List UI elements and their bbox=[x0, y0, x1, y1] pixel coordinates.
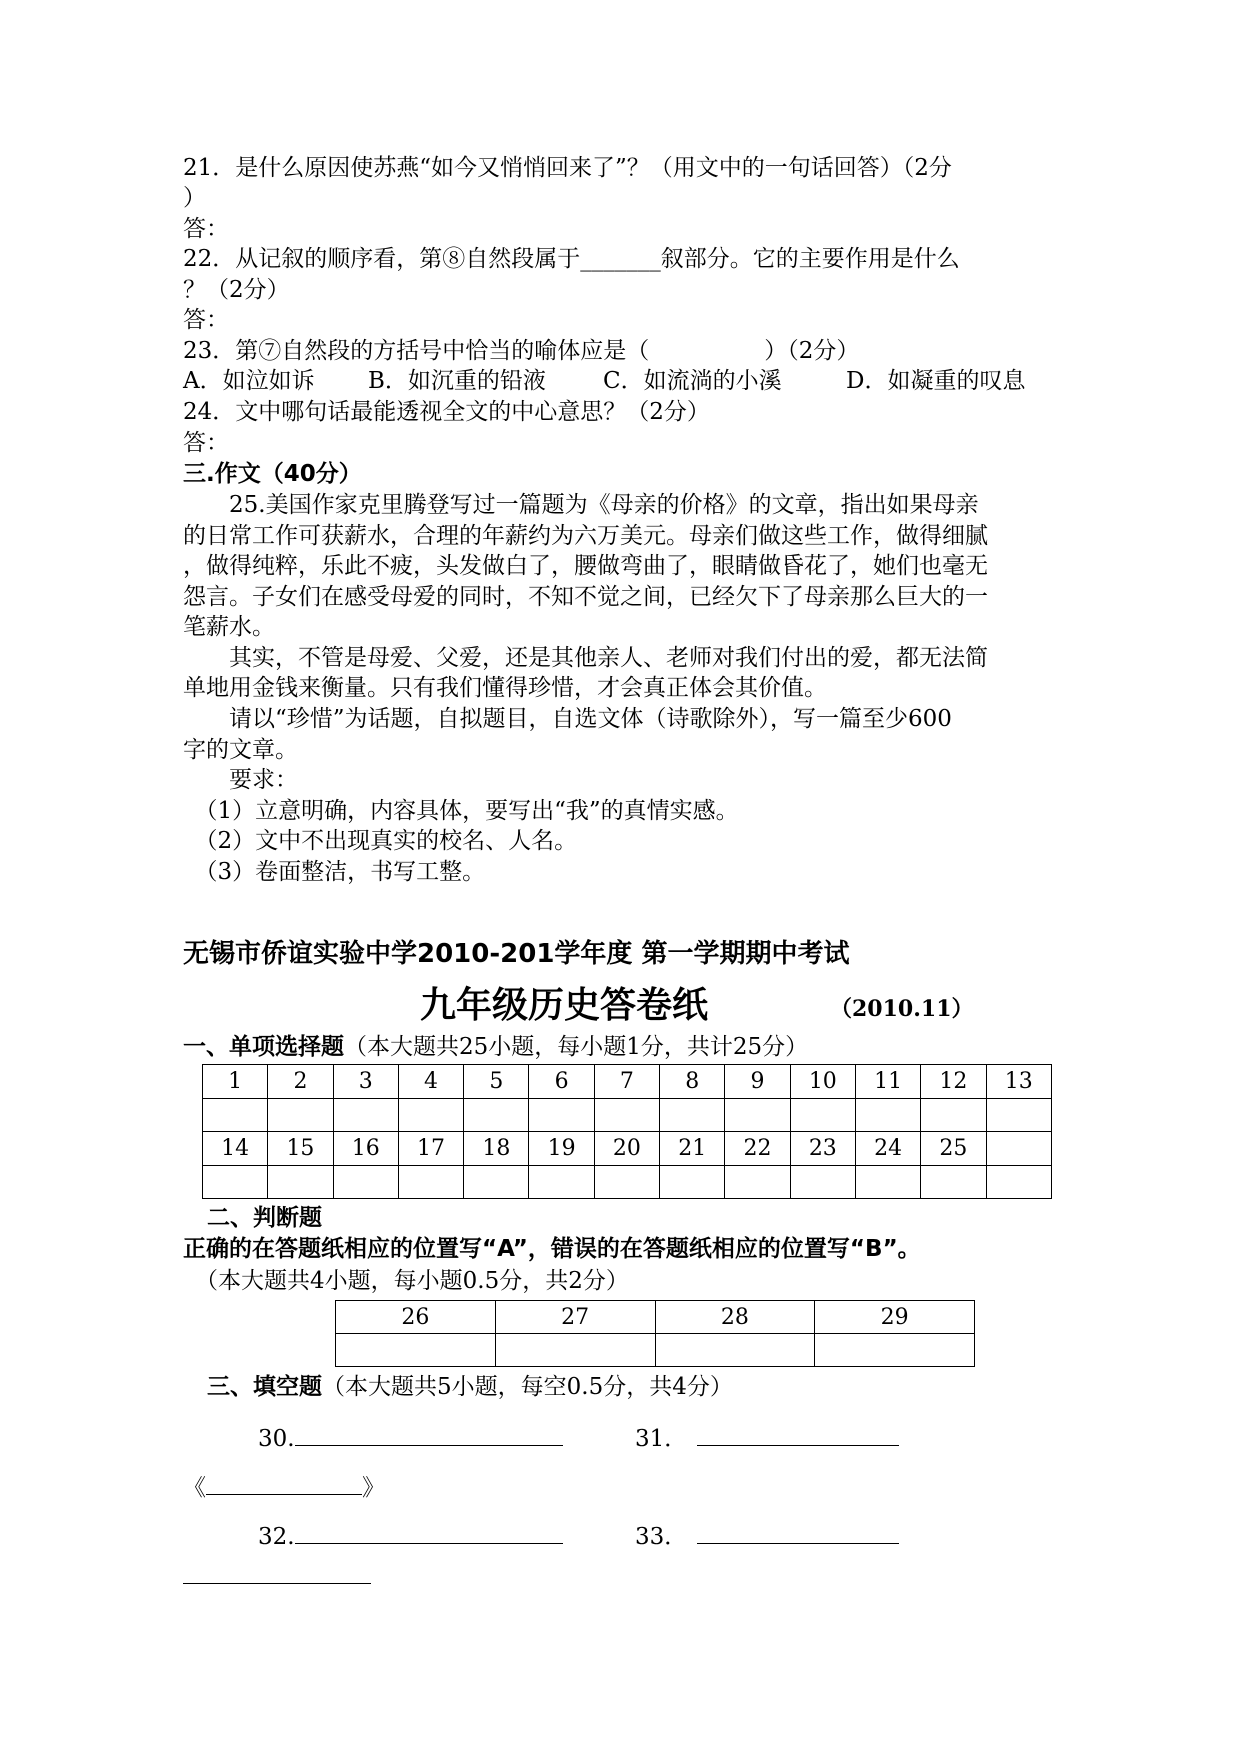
question-number-cell: 12 bbox=[921, 1065, 986, 1099]
book-title-blank-row bbox=[183, 1472, 385, 1503]
essay-line: 怨言。子女们在感受母爱的同时，不知不觉之间，已经欠下了母亲那么巨大的一 bbox=[183, 584, 988, 610]
answer-cell[interactable] bbox=[790, 1099, 855, 1132]
answer-cell[interactable] bbox=[594, 1166, 659, 1199]
answer-cell[interactable] bbox=[815, 1334, 975, 1367]
blank-32-row bbox=[258, 1521, 563, 1552]
question-number-cell: 26 bbox=[336, 1301, 496, 1334]
question-number-cell: 9 bbox=[725, 1065, 790, 1099]
question-number-cell: 22 bbox=[725, 1132, 790, 1166]
answer-cell[interactable] bbox=[725, 1166, 790, 1199]
question-number-cell: 13 bbox=[986, 1065, 1051, 1099]
answer-cell[interactable] bbox=[921, 1099, 986, 1132]
answer-cell[interactable] bbox=[495, 1334, 655, 1367]
blank-33-row bbox=[635, 1521, 899, 1552]
book-title-open: 《 bbox=[183, 1475, 206, 1501]
choice-answer-table bbox=[202, 1064, 1052, 1199]
answer-label-24: 答： bbox=[183, 430, 229, 456]
question-number-cell: 14 bbox=[203, 1132, 268, 1166]
blank-30-line[interactable] bbox=[295, 1423, 563, 1446]
question-number-cell: 24 bbox=[855, 1132, 920, 1166]
question-number-cell: 10 bbox=[790, 1065, 855, 1099]
essay-requirement: （3）卷面整洁，书写工整。 bbox=[183, 859, 486, 885]
blank-32-line[interactable] bbox=[295, 1521, 563, 1544]
question-number-cell: 3 bbox=[333, 1065, 398, 1099]
option-a: A．如泣如诉 bbox=[183, 368, 315, 394]
section-1-label: 一、单项选择题 bbox=[183, 1034, 344, 1060]
answer-cell[interactable] bbox=[529, 1099, 594, 1132]
table-row bbox=[203, 1099, 1052, 1132]
blank-30-row bbox=[258, 1423, 563, 1454]
answer-cell[interactable] bbox=[921, 1166, 986, 1199]
section-2-label: 二、判断题 bbox=[207, 1205, 322, 1231]
book-title-line[interactable] bbox=[206, 1472, 362, 1495]
question-number-cell: 11 bbox=[855, 1065, 920, 1099]
essay-line: 单地用金钱来衡量。只有我们懂得珍惜，才会真正体会其价值。 bbox=[183, 675, 827, 701]
answer-cell[interactable] bbox=[336, 1334, 496, 1367]
answer-cell[interactable] bbox=[594, 1099, 659, 1132]
essay-requirement: （1）立意明确，内容具体，要写出“我”的真情实感。 bbox=[183, 798, 739, 824]
answer-cell[interactable] bbox=[203, 1099, 268, 1132]
answer-cell[interactable] bbox=[398, 1099, 463, 1132]
answer-cell[interactable] bbox=[790, 1166, 855, 1199]
blank-31-line[interactable] bbox=[697, 1423, 899, 1446]
question-number-cell: 28 bbox=[655, 1301, 815, 1334]
answer-cell[interactable] bbox=[333, 1099, 398, 1132]
option-c: C．如流淌的小溪 bbox=[603, 368, 782, 394]
answer-cell[interactable] bbox=[655, 1334, 815, 1367]
book-title-close: 》 bbox=[362, 1475, 385, 1501]
section-3-label: 三、填空题 bbox=[207, 1374, 322, 1400]
question-22: 22．从记叙的顺序看，第⑧自然段属于_______叙部分。它的主要作用是什么 bbox=[183, 246, 960, 272]
essay-line: 笔薪水。 bbox=[183, 614, 275, 640]
table-row bbox=[336, 1301, 975, 1334]
section-1-note: （本大题共25小题，每小题1分，共计25分） bbox=[344, 1034, 809, 1060]
essay-line: 的日常工作可获薪水，合理的年薪约为六万美元。母亲们做这些工作，做得细腻 bbox=[183, 523, 988, 549]
answer-cell[interactable] bbox=[529, 1166, 594, 1199]
question-number-cell: 19 bbox=[529, 1132, 594, 1166]
blank-31-number: 31． bbox=[635, 1426, 688, 1452]
answer-label-21: 答： bbox=[183, 216, 229, 242]
question-number-cell: 18 bbox=[464, 1132, 529, 1166]
answer-cell[interactable] bbox=[268, 1166, 333, 1199]
answer-cell[interactable] bbox=[855, 1166, 920, 1199]
question-number-cell: 1 bbox=[203, 1065, 268, 1099]
answer-label-22: 答： bbox=[183, 307, 229, 333]
question-21-wrap: ） bbox=[183, 185, 206, 211]
question-number-cell: 8 bbox=[660, 1065, 725, 1099]
answer-cell[interactable] bbox=[660, 1099, 725, 1132]
question-number-cell bbox=[986, 1132, 1051, 1166]
section-1-header bbox=[183, 1032, 808, 1062]
table-row bbox=[336, 1334, 975, 1367]
essay-line: 字的文章。 bbox=[183, 737, 298, 763]
question-24: 24．文中哪句话最能透视全文的中心意思？（2分） bbox=[183, 399, 710, 425]
option-b: B．如沉重的铅液 bbox=[368, 368, 546, 394]
blank-33-line[interactable] bbox=[697, 1521, 899, 1544]
answer-cell[interactable] bbox=[333, 1166, 398, 1199]
table-row bbox=[203, 1065, 1052, 1099]
question-number-cell: 15 bbox=[268, 1132, 333, 1166]
sheet-title: 九年级历史答卷纸 bbox=[420, 985, 709, 1026]
answer-cell[interactable] bbox=[464, 1099, 529, 1132]
continuation-blank-line[interactable] bbox=[183, 1583, 371, 1584]
table-row bbox=[203, 1132, 1052, 1166]
blank-31-row bbox=[635, 1423, 899, 1454]
blank-33-number: 33． bbox=[635, 1524, 688, 1550]
answer-cell[interactable] bbox=[268, 1099, 333, 1132]
question-number-cell: 20 bbox=[594, 1132, 659, 1166]
question-number-cell: 6 bbox=[529, 1065, 594, 1099]
question-number-cell: 29 bbox=[815, 1301, 975, 1334]
question-number-cell: 25 bbox=[921, 1132, 986, 1166]
question-21: 21．是什么原因使苏燕“如今又悄悄回来了”？（用文中的一句话回答）（2分 bbox=[183, 155, 952, 181]
essay-line: 要求： bbox=[183, 767, 298, 793]
question-number-cell: 16 bbox=[333, 1132, 398, 1166]
question-number-cell: 2 bbox=[268, 1065, 333, 1099]
essay-requirement: （2）文中不出现真实的校名、人名。 bbox=[183, 828, 578, 854]
essay-line: ，做得纯粹，乐此不疲，头发做白了，腰做弯曲了，眼睛做昏花了，她们也毫无 bbox=[183, 553, 988, 579]
section-2-note: （本大题共4小题，每小题0.5分，共2分） bbox=[195, 1268, 629, 1294]
question-number-cell: 7 bbox=[594, 1065, 659, 1099]
question-number-cell: 4 bbox=[398, 1065, 463, 1099]
essay-line: 其实，不管是母爱、父爱，还是其他亲人、老师对我们付出的爱，都无法简 bbox=[183, 645, 988, 671]
essay-heading: 三.作文（40分） bbox=[183, 461, 362, 487]
judgement-answer-table bbox=[335, 1300, 975, 1367]
answer-cell[interactable] bbox=[203, 1166, 268, 1199]
answer-cell[interactable] bbox=[986, 1099, 1051, 1132]
question-number-cell: 17 bbox=[398, 1132, 463, 1166]
answer-cell[interactable] bbox=[986, 1166, 1051, 1199]
answer-cell[interactable] bbox=[660, 1166, 725, 1199]
option-d: D．如凝重的叹息 bbox=[846, 368, 1026, 394]
section-2-instruction: 正确的在答题纸相应的位置写“A”，错误的在答题纸相应的位置写“B”。 bbox=[183, 1236, 921, 1262]
table-row bbox=[203, 1166, 1052, 1199]
blank-32-number: 32. bbox=[258, 1524, 295, 1550]
essay-line: 25.美国作家克里腾登写过一篇题为《母亲的价格》的文章，指出如果母亲 bbox=[183, 492, 979, 518]
question-number-cell: 21 bbox=[660, 1132, 725, 1166]
question-22-wrap: ？（2分） bbox=[183, 277, 290, 303]
answer-cell[interactable] bbox=[398, 1166, 463, 1199]
answer-cell[interactable] bbox=[725, 1099, 790, 1132]
question-number-cell: 27 bbox=[495, 1301, 655, 1334]
sheet-date: （2010.11） bbox=[830, 996, 974, 1022]
section-3-note: （本大题共5小题，每空0.5分，共4分） bbox=[322, 1374, 733, 1400]
school-heading: 无锡市侨谊实验中学2010-201学年度 第一学期期中考试 bbox=[183, 939, 850, 969]
question-number-cell: 5 bbox=[464, 1065, 529, 1099]
question-number-cell: 23 bbox=[790, 1132, 855, 1166]
blank-30-number: 30. bbox=[258, 1426, 295, 1452]
question-23-options bbox=[183, 366, 1063, 396]
answer-cell[interactable] bbox=[855, 1099, 920, 1132]
question-23: 23．第⑦自然段的方括号中恰当的喻体应是（ ）（2分） bbox=[183, 338, 860, 364]
essay-line: 请以“珍惜”为话题，自拟题目，自选文体（诗歌除外），写一篇至少600 bbox=[183, 706, 952, 732]
section-3-header bbox=[207, 1372, 733, 1402]
answer-cell[interactable] bbox=[464, 1166, 529, 1199]
